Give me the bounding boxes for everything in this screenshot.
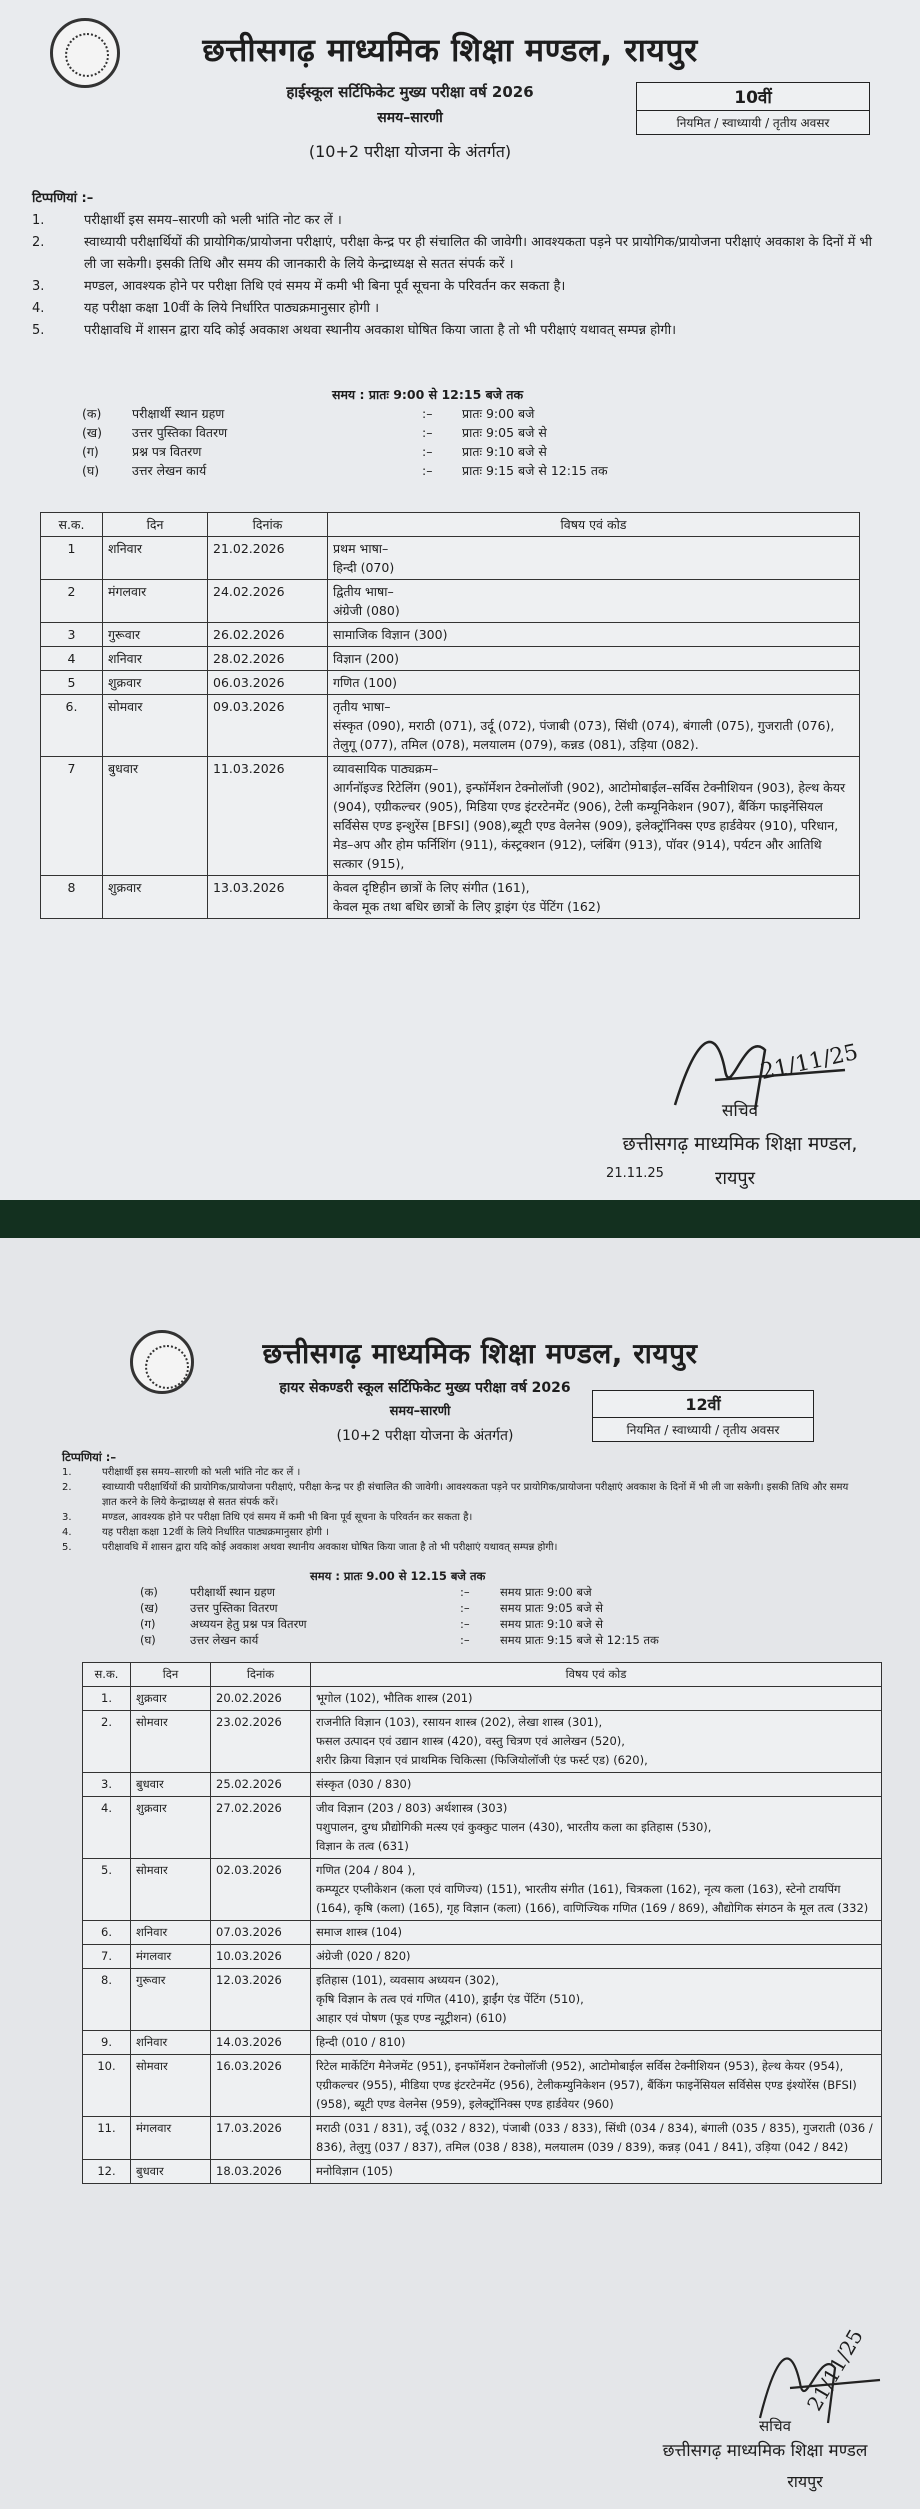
scheme-note: (10+2 परीक्षा योजना के अंतर्गत) <box>336 1428 514 1444</box>
note-item: 3. मण्डल, आवश्यक होने पर परीक्षा तिथि एवं समय में कमी भी बिना पूर्व सूचना के परिवर्तन कर सकता है। <box>32 279 566 294</box>
row-date: 28.02.2026 <box>208 647 328 671</box>
timing-row: (क) परीक्षार्थी स्थान ग्रहण :– प्रातः 9:00 बजे <box>82 406 535 421</box>
row-serial: 3 <box>41 623 103 647</box>
col-header-day: दिन <box>131 1663 211 1687</box>
table-row <box>41 695 860 757</box>
table-header-row <box>41 513 860 537</box>
row-subject: जीव विज्ञान (203 / 803) अर्थशास्त्र (303) पशुपालन, दुग्ध प्रौद्योगिकी मत्स्य एवं कुक्कुट पालन (430), भारतीय कला का इतिहास (530), विज्ञान के तत्व (631) <box>311 1797 882 1859</box>
row-serial: 10. <box>83 2055 131 2117</box>
row-subject: रिटेल मार्केटिंग मैनेजमेंट (951), इनफॉर्मेशन टेक्नोलॉजी (952), आटोमोबाईल सर्विस टेक्नीशियन (953), हेल्थ केयर (954), एग्रीकल्चर (955), मीडिया एण्ड इंटरटेनमेंट (956), टेलीकम्युनिकेशन (957), बैंकिंग फाइनेंसियल सर्विसेस एण्ड इंश्योरेंस (BFSI) (958), ब्यूटी एण्ड वेलनेस (959), इलेक्ट्रॉनिक्स एण्ड हार्डवेयर (960) <box>311 2055 882 2117</box>
row-date: 11.03.2026 <box>208 757 328 876</box>
note-item: 5. परीक्षावधि में शासन द्वारा यदि कोई अवकाश अथवा स्थानीय अवकाश घोषित किया जाता है तो भी परीक्षाएं यथावत् सम्पन्न होगी। <box>62 1542 558 1553</box>
row-subject: अंग्रेजी (020 / 820) <box>311 1945 882 1969</box>
row-subject: गणित (204 / 804 ), कम्प्यूटर एप्लीकेशन (कला एवं वाणिज्य) (151), भारतीय संगीत (161), चित्रकला (162), नृत्य कला (163), स्टेनो टायपिंग (164), कृषि (कला) (165), गृह विज्ञान (कला) (166), वाणिज्यिक गणित (169 / 869), औद्योगिक संगठन के मूल तत्व (332) <box>311 1859 882 1921</box>
table-row <box>83 1687 882 1711</box>
row-day: बुधवार <box>131 2160 211 2184</box>
table-row <box>83 1969 882 2031</box>
row-day: बुधवार <box>131 1773 211 1797</box>
schedule-label: समय–सारणी <box>377 110 443 126</box>
row-subject: भूगोल (102), भौतिक शास्त्र (201) <box>311 1687 882 1711</box>
row-day: शनिवार <box>103 537 208 580</box>
row-subject: तृतीय भाषा– संस्कृत (090), मराठी (071), उर्दू (072), पंजाबी (073), सिंधी (074), बंगाली (075), गुजराती (076), तेलुगू (077), तमिल (078), मलयालम (079), कन्नड (081), उड़िया (082). <box>328 695 860 757</box>
row-serial: 4. <box>83 1797 131 1859</box>
row-subject: द्वितीय भाषा– अंग्रेजी (080) <box>328 580 860 623</box>
row-day: सोमवार <box>103 695 208 757</box>
signatory-role: सचिव <box>721 1101 759 1121</box>
row-date: 14.03.2026 <box>211 2031 311 2055</box>
row-serial: 2 <box>41 580 103 623</box>
row-date: 09.03.2026 <box>208 695 328 757</box>
row-day: शनिवार <box>131 1921 211 1945</box>
row-serial: 6. <box>41 695 103 757</box>
table-row <box>83 1773 882 1797</box>
notes-heading: टिप्पणियां :– <box>32 191 94 206</box>
row-subject: विज्ञान (200) <box>328 647 860 671</box>
row-subject: गणित (100) <box>328 671 860 695</box>
row-serial: 12. <box>83 2160 131 2184</box>
timing-row: (घ) उत्तर लेखन कार्य :– प्रातः 9:15 बजे से 12:15 तक <box>82 463 608 478</box>
row-day: शुक्रवार <box>103 876 208 919</box>
col-header-date: दिनांक <box>211 1663 311 1687</box>
class-label: 12वीं <box>593 1391 813 1418</box>
note-item: 2. स्वाध्यायी परीक्षार्थियों की प्रायोगिक/प्रायोजना परीक्षाएं, परीक्षा केन्द्र पर ही संचालित की जावेगी। आवश्यकता पड़ने पर प्रायोगिक/प्रायोजना परीक्षाएं अवकाश के दिनों में भी ली जा सकेगी। इसकी तिथि और समय ज्ञात करने के लिये केन्द्राध्यक्ष से सतत संपर्क करें। <box>62 1482 849 1508</box>
row-date: 25.02.2026 <box>211 1773 311 1797</box>
row-date: 10.03.2026 <box>211 1945 311 1969</box>
row-subject: समाज शास्त्र (104) <box>311 1921 882 1945</box>
row-day: शनिवार <box>103 647 208 671</box>
schedule-label: समय–सारणी <box>389 1404 451 1419</box>
signature-date: 21/11/25 <box>758 1040 861 1085</box>
col-header-serial: स.क. <box>41 513 103 537</box>
note-item: 2. स्वाध्यायी परीक्षार्थियों की प्रायोगिक/प्रायोजना परीक्षाएं, परीक्षा केन्द्र पर ही संचालित की जावेगी। आवश्यकता पड़ने पर प्रायोगिक/प्रायोजना परीक्षाएं अवकाश के दिनों में भी ली जा सकेगी। इसकी तिथि और समय की जानकारी के लिये केन्द्राध्यक्ष से सतत संपर्क करें । <box>32 235 872 272</box>
exam-title: हाईस्कूल सर्टिफिकेट मुख्य परीक्षा वर्ष 2026 <box>286 83 534 101</box>
row-day: सोमवार <box>131 1859 211 1921</box>
table-row <box>41 623 860 647</box>
note-item: 5. परीक्षावधि में शासन द्वारा यदि कोई अवकाश अथवा स्थानीय अवकाश घोषित किया जाता है तो भी परीक्षाएं यथावत् सम्पन्न होगी। <box>32 323 677 338</box>
row-serial: 8. <box>83 1969 131 2031</box>
row-date: 13.03.2026 <box>208 876 328 919</box>
row-date: 20.02.2026 <box>211 1687 311 1711</box>
timetable-sheet-class-12 <box>0 1238 920 2509</box>
col-header-day: दिन <box>103 513 208 537</box>
timing-row: (ग) प्रश्न पत्र वितरण :– प्रातः 9:10 बजे से <box>82 444 547 459</box>
row-serial: 11. <box>83 2117 131 2160</box>
table-row <box>83 2055 882 2117</box>
row-date: 18.03.2026 <box>211 2160 311 2184</box>
table-row <box>83 1859 882 1921</box>
sheet-separator <box>0 1200 920 1238</box>
row-date: 06.03.2026 <box>208 671 328 695</box>
class-type: नियमित / स्वाध्यायी / तृतीय अवसर <box>626 1423 780 1437</box>
col-header-subject: विषय एवं कोड <box>311 1663 882 1687</box>
board-name: छत्तीसगढ़ माध्यमिक शिक्षा मण्डल, रायपुर <box>262 1337 698 1370</box>
signatory-board: छत्तीसगढ़ माध्यमिक शिक्षा मण्डल, <box>622 1133 858 1155</box>
note-item: 4. यह परीक्षा कक्षा 10वीं के लिये निर्धारित पाठ्यक्रमानुसार होगी । <box>32 301 380 316</box>
table-row <box>83 1797 882 1859</box>
row-serial: 1 <box>41 537 103 580</box>
row-day: मंगलवार <box>103 580 208 623</box>
row-date: 17.03.2026 <box>211 2117 311 2160</box>
row-subject: मराठी (031 / 831), उर्दू (032 / 832), पंजाबी (033 / 833), सिंधी (034 / 834), बंगाली (035 / 835), गुजराती (036 / 836), तेलुगु (037 / 837), तमिल (038 / 838), मलयालम (039 / 839), कन्नड़ (041 / 841), उड़िया (042 / 842) <box>311 2117 882 2160</box>
col-header-serial: स.क. <box>83 1663 131 1687</box>
row-subject: इतिहास (101), व्यवसाय अध्ययन (302), कृषि विज्ञान के तत्व एवं गणित (410), ड्राईंग एंड पेंटिंग (510), आहार एवं पोषण (फूड एण्ड न्यूट्रीशन) (610) <box>311 1969 882 2031</box>
row-serial: 4 <box>41 647 103 671</box>
row-serial: 7. <box>83 1945 131 1969</box>
note-item: 1. परीक्षार्थी इस समय–सारणी को भली भांति नोट कर लें । <box>62 1467 301 1478</box>
col-header-subject: विषय एवं कोड <box>328 513 860 537</box>
class-type: नियमित / स्वाध्यायी / तृतीय अवसर <box>676 116 830 130</box>
timetable-class-10 <box>40 512 860 919</box>
row-date: 23.02.2026 <box>211 1711 311 1773</box>
row-serial: 9. <box>83 2031 131 2055</box>
class-label: 10वीं <box>637 83 869 111</box>
row-day: शुक्रवार <box>131 1797 211 1859</box>
row-serial: 6. <box>83 1921 131 1945</box>
row-day: शनिवार <box>131 2031 211 2055</box>
row-day: मंगलवार <box>131 1945 211 1969</box>
board-logo-emblem <box>130 1330 194 1394</box>
row-day: शुक्रवार <box>131 1687 211 1711</box>
row-serial: 8 <box>41 876 103 919</box>
row-serial: 3. <box>83 1773 131 1797</box>
notes-heading: टिप्पणियां :– <box>62 1450 117 1464</box>
table-row <box>83 2031 882 2055</box>
row-serial: 1. <box>83 1687 131 1711</box>
note-item: 1. परीक्षार्थी इस समय–सारणी को भली भांति नोट कर लें । <box>32 213 342 228</box>
row-subject: संस्कृत (030 / 830) <box>311 1773 882 1797</box>
table-row <box>83 2117 882 2160</box>
class-box <box>636 82 870 135</box>
row-date: 02.03.2026 <box>211 1859 311 1921</box>
row-day: बुधवार <box>103 757 208 876</box>
note-item: 3. मण्डल, आवश्यक होने पर परीक्षा तिथि एवं समय में कमी भी बिना पूर्व सूचना के परिवर्तन कर सकता है। <box>62 1512 473 1523</box>
row-day: गुरूवार <box>131 1969 211 2031</box>
table-row <box>83 1711 882 1773</box>
class-box <box>592 1390 814 1442</box>
table-row <box>41 537 860 580</box>
row-subject: व्यावसायिक पाठ्यक्रम– आर्गनॉइज्ड रिटेलिंग (901), इन्फॉर्मेशन टेक्नोलॉजी (902), आटोमोबाईल–सर्विस टेक्नीशियन (903), हेल्थ केयर (904), एग्रीकल्चर (905), मिडिया एण्ड इंटरटेनमेंट (906), टेली कम्यूनिकेशन (907), बैंकिंग फाइनेंसियल सर्विसेस एण्ड इन्शुरेंस [BFSI] (908),ब्यूटी एण्ड वेलनेस (909), इलेक्ट्रॉनिक्स एण्ड हार्डवेयर (910), परिधान, मेड–अप और होम फर्निशिंग (911), कंस्ट्रक्शन (912), प्लंबिंग (913), पॉवर (914), पर्यटन और आतिथि सत्कार (915), <box>328 757 860 876</box>
timing-section <box>140 1568 840 1648</box>
row-day: सोमवार <box>131 1711 211 1773</box>
row-serial: 2. <box>83 1711 131 1773</box>
row-subject: सामाजिक विज्ञान (300) <box>328 623 860 647</box>
scheme-note: (10+2 परीक्षा योजना के अंतर्गत) <box>308 142 512 161</box>
row-date: 24.02.2026 <box>208 580 328 623</box>
row-subject: हिन्दी (010 / 810) <box>311 2031 882 2055</box>
row-date: 27.02.2026 <box>211 1797 311 1859</box>
table-row <box>41 647 860 671</box>
timing-row: (ग) अध्ययन हेतु प्रश्न पत्र वितरण :– समय प्रातः 9:10 बजे से <box>140 1617 604 1631</box>
signature-small-date: 21.11.25 <box>606 1166 664 1181</box>
row-day: मंगलवार <box>131 2117 211 2160</box>
table-row <box>41 671 860 695</box>
row-day: गुरूवार <box>103 623 208 647</box>
table-row <box>83 1921 882 1945</box>
row-subject: केवल दृष्टिहीन छात्रों के लिए संगीत (161), केवल मूक तथा बधिर छात्रों के लिए ड्राइंग एंड पेंटिंग (162) <box>328 876 860 919</box>
timing-row: (ख) उत्तर पुस्तिका वितरण :– समय प्रातः 9:05 बजे से <box>140 1601 604 1615</box>
row-date: 16.03.2026 <box>211 2055 311 2117</box>
row-serial: 5. <box>83 1859 131 1921</box>
row-serial: 7 <box>41 757 103 876</box>
signatory-city: रायपुर <box>714 1168 756 1189</box>
row-date: 26.02.2026 <box>208 623 328 647</box>
row-date: 21.02.2026 <box>208 537 328 580</box>
row-date: 07.03.2026 <box>211 1921 311 1945</box>
timing-title: समय : प्रातः 9:00 से 12:15 बजे तक <box>332 387 524 402</box>
timing-section <box>82 385 842 480</box>
timing-row: (ख) उत्तर पुस्तिका वितरण :– प्रातः 9:05 बजे से <box>82 425 547 440</box>
notes-section <box>32 188 872 342</box>
row-subject: मनोविज्ञान (105) <box>311 2160 882 2184</box>
col-header-date: दिनांक <box>208 513 328 537</box>
table-row <box>83 1945 882 1969</box>
table-row <box>83 2160 882 2184</box>
timing-row: (क) परीक्षार्थी स्थान ग्रहण :– समय प्रातः 9:00 बजे <box>140 1585 592 1599</box>
row-serial: 5 <box>41 671 103 695</box>
table-row <box>41 580 860 623</box>
signature-date: 21/11/25 <box>802 2325 868 2415</box>
table-header-row <box>83 1663 882 1687</box>
row-day: शुक्रवार <box>103 671 208 695</box>
note-item: 4. यह परीक्षा कक्षा 12वीं के लिये निर्धारित पाठ्यक्रमानुसार होगी । <box>62 1527 329 1538</box>
row-day: सोमवार <box>131 2055 211 2117</box>
timetable-class-12 <box>82 1662 882 2184</box>
board-logo-emblem <box>50 18 120 88</box>
signatory-role: सचिव <box>759 2417 791 2435</box>
timing-row: (घ) उत्तर लेखन कार्य :– समय प्रातः 9:15 बजे से 12:15 तक <box>140 1633 659 1647</box>
signatory-city: रायपुर <box>787 2472 823 2491</box>
timetable-sheet-class-10 <box>0 0 920 1200</box>
row-date: 12.03.2026 <box>211 1969 311 2031</box>
exam-title: हायर सेकण्डरी स्कूल सर्टिफिकेट मुख्य परीक्षा वर्ष 2026 <box>279 1380 571 1396</box>
notes-section <box>62 1450 862 1555</box>
table-row <box>41 876 860 919</box>
signatory-board: छत्तीसगढ़ माध्यमिक शिक्षा मण्डल <box>662 2441 868 2461</box>
board-name: छत्तीसगढ़ माध्यमिक शिक्षा मण्डल, रायपुर <box>202 31 698 69</box>
table-row <box>41 757 860 876</box>
row-subject: प्रथम भाषा– हिन्दी (070) <box>328 537 860 580</box>
row-subject: राजनीति विज्ञान (103), रसायन शास्त्र (202), लेखा शास्त्र (301), फसल उत्पादन एवं उद्यान शास्त्र (420), वस्तु चित्रण एवं आलेखन (520), शरीर क्रिया विज्ञान एवं प्राथमिक चिकित्सा (फिजियोलॉजी एंड फर्स्ट एड) (620), <box>311 1711 882 1773</box>
timing-title: समय : प्रातः 9.00 से 12.15 बजे तक <box>310 1569 486 1583</box>
